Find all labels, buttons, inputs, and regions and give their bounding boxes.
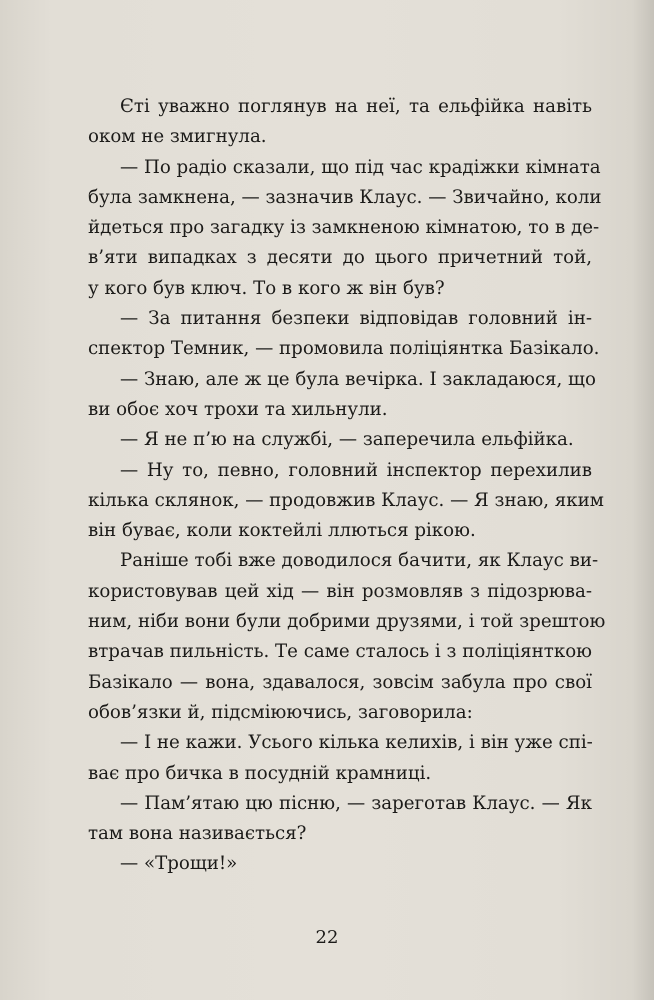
text-line: — І не кажи. Усього кілька келихів, і він уже спі- bbox=[120, 732, 593, 754]
text-line: Єті уважно поглянув на неї, та ельфійка навіть bbox=[120, 96, 592, 117]
text-line: — Знаю, але ж це була вечірка. І закладаюся, що bbox=[120, 368, 596, 390]
text-line: — Ну то, певно, головний інспектор перехилив bbox=[120, 459, 592, 481]
text-line: — Я не п’ю на службі, — заперечила ельфійка. bbox=[120, 429, 574, 451]
text-line: — Пам’ятаю цю пісню, — зареготав Клаус. — Як bbox=[120, 792, 592, 814]
text-line: втрачав пильність. Те саме сталось і з поліціянткою bbox=[88, 641, 592, 663]
page-edge-shadow bbox=[632, 0, 654, 1000]
text-line: він буває, коли коктейлі ллються рікою. bbox=[88, 520, 476, 542]
text-line: оком не змигнула. bbox=[88, 126, 267, 148]
text-line: кілька склянок, — продовжив Клаус. — Я знаю, яким bbox=[88, 489, 604, 511]
text-line: в’яти випадках з десяти до цього причетний той, bbox=[88, 247, 592, 269]
text-line: йдеться про загадку із замкненою кімнатою, то в де- bbox=[88, 217, 600, 239]
text-line: там вона називається? bbox=[88, 823, 307, 845]
page-number: 22 bbox=[315, 927, 339, 948]
text-line: — По радіо сказали, що під час крадіжки кімната bbox=[120, 156, 601, 178]
text-line: — «Трощи!» bbox=[120, 853, 238, 875]
text-line: ви обоє хоч трохи та хильнули. bbox=[88, 398, 388, 420]
text-line: ває про бичка в посудній крамниці. bbox=[88, 762, 432, 784]
text-line: — За питання безпеки відповідав головний ін- bbox=[120, 308, 592, 330]
text-line: користовував цей хід — він розмовляв з підозрюва- bbox=[88, 580, 592, 602]
text-line: ним, ніби вони були добрими друзями, і той зрештою bbox=[88, 611, 606, 633]
text-line: Раніше тобі вже доводилося бачити, як Клаус ви- bbox=[120, 550, 599, 572]
text-line: у кого був ключ. То в кого ж він був? bbox=[88, 277, 445, 299]
text-line: Базікало — вона, здавалося, зовсім забула про свої bbox=[88, 671, 592, 693]
body-text bbox=[88, 92, 606, 880]
text-line: була замкнена, — зазначив Клаус. — Звичайно, коли bbox=[88, 186, 602, 208]
text-line: спектор Темник, — промовила поліціянтка Базікало. bbox=[88, 338, 600, 360]
text-line: обов’язки й, підсміюючись, заговорила: bbox=[88, 701, 473, 723]
